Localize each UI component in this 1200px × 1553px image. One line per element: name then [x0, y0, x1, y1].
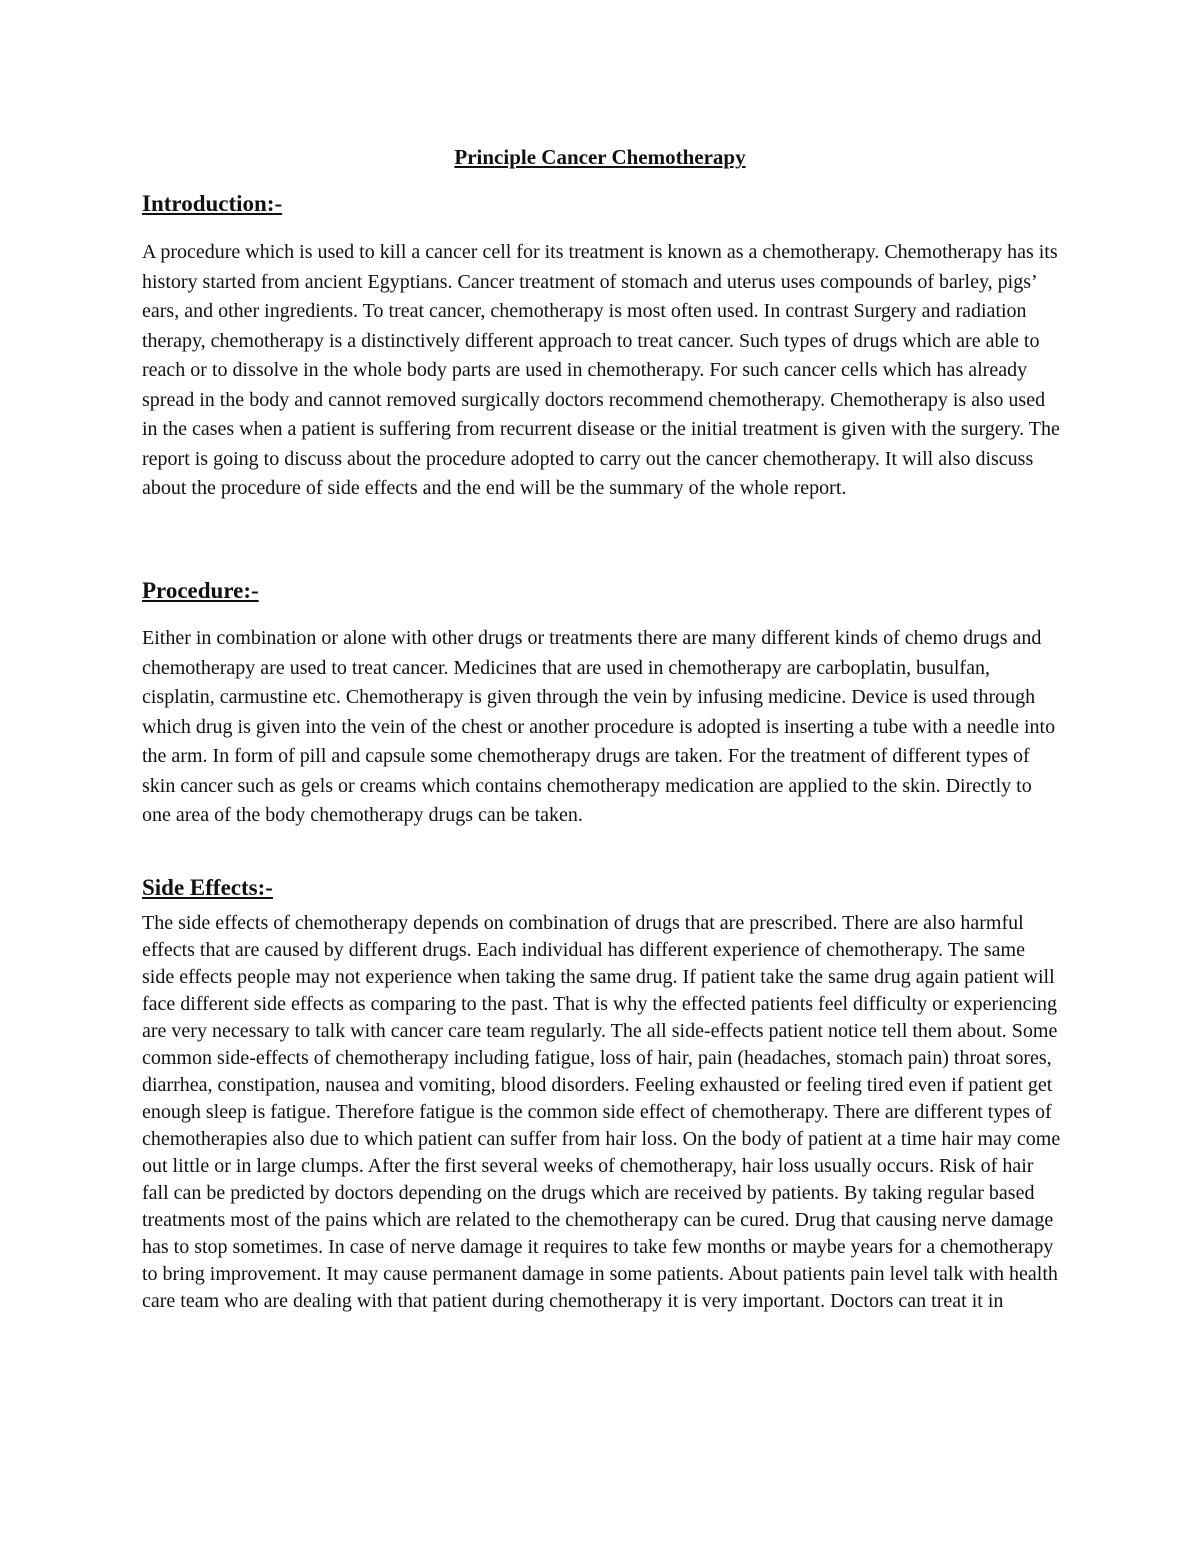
- section-heading-procedure: Procedure:-: [142, 578, 259, 603]
- section-body-introduction: A procedure which is used to kill a cancer cell for its treatment is known as a chemotherapy. Chemotherapy has its history started from ancient Egyptians. Cancer treatment of stomach and uterus uses compounds of barley, pigs’ ears, and other ingredients. To treat cancer, chemotherapy is most often used. In contrast Surgery and radiation therapy, chemotherapy is a distinctively different approach to treat cancer. Such types of drugs which are able to reach or to dissolve in the whole body parts are used in chemotherapy. For such cancer cells which has already spread in the body and cannot removed surgically doctors recommend chemotherapy. Chemotherapy is also used in the cases when a patient is suffering from recurrent disease or the initial treatment is given with the surgery. The report is going to discuss about the procedure adopted to carry out the cancer chemotherapy. It will also discuss about the procedure of side effects and the end will be the summary of the whole report.: [142, 241, 1060, 499]
- document-title: Principle Cancer Chemotherapy: [454, 145, 746, 169]
- section-heading-side-effects: Side Effects:-: [142, 875, 273, 900]
- section-body-side-effects: The side effects of chemotherapy depends on combination of drugs that are prescribed. There are also harmful effects that are caused by different drugs. Each individual has different experience of chemotherapy. The same side effects people may not experience when taking the same drug. If patient take the same drug again patient will face different side effects as comparing to the past. That is why the effected patients feel difficulty or experiencing are very necessary to talk with cancer care team regularly. The all side-effects patient notice tell them about. Some common side-effects of chemotherapy including fatigue, loss of hair, pain (headaches, stomach pain) throat sores, diarrhea, constipation, nausea and vomiting, blood disorders. Feeling exhausted or feeling tired even if patient get enough sleep is fatigue. Therefore fatigue is the common side effect of chemotherapy. There are different types of chemotherapies also due to which patient can suffer from hair loss. On the body of patient at a time hair may come out little or in large clumps. After the first several weeks of chemotherapy, hair loss usually occurs. Risk of hair fall can be predicted by doctors depending on the drugs which are received by patients. By taking regular based treatments most of the pains which are related to the chemotherapy can be cured. Drug that causing nerve damage has to stop sometimes. In case of nerve damage it requires to take few months or maybe years for a chemotherapy to bring improvement. It may cause permanent damage in some patients. About patients pain level talk with health care team who are dealing with that patient during chemotherapy it is very important. Doctors can treat it in: [142, 912, 1061, 1312]
- section-body-procedure: Either in combination or alone with other drugs or treatments there are many different kinds of chemo drugs and chemotherapy are used to treat cancer. Medicines that are used in chemotherapy are carboplatin, busulfan, cisplatin, carmustine etc. Chemotherapy is given through the vein by infusing medicine. Device is used through which drug is given into the vein of the chest or another procedure is adopted is inserting a tube with a needle into the arm. In form of pill and capsule some chemotherapy drugs are taken. For the treatment of different types of skin cancer such as gels or creams which contains chemotherapy medication are applied to the skin. Directly to one area of the body chemotherapy drugs can be taken.: [142, 627, 1056, 826]
- section-heading-introduction: Introduction:-: [142, 191, 283, 216]
